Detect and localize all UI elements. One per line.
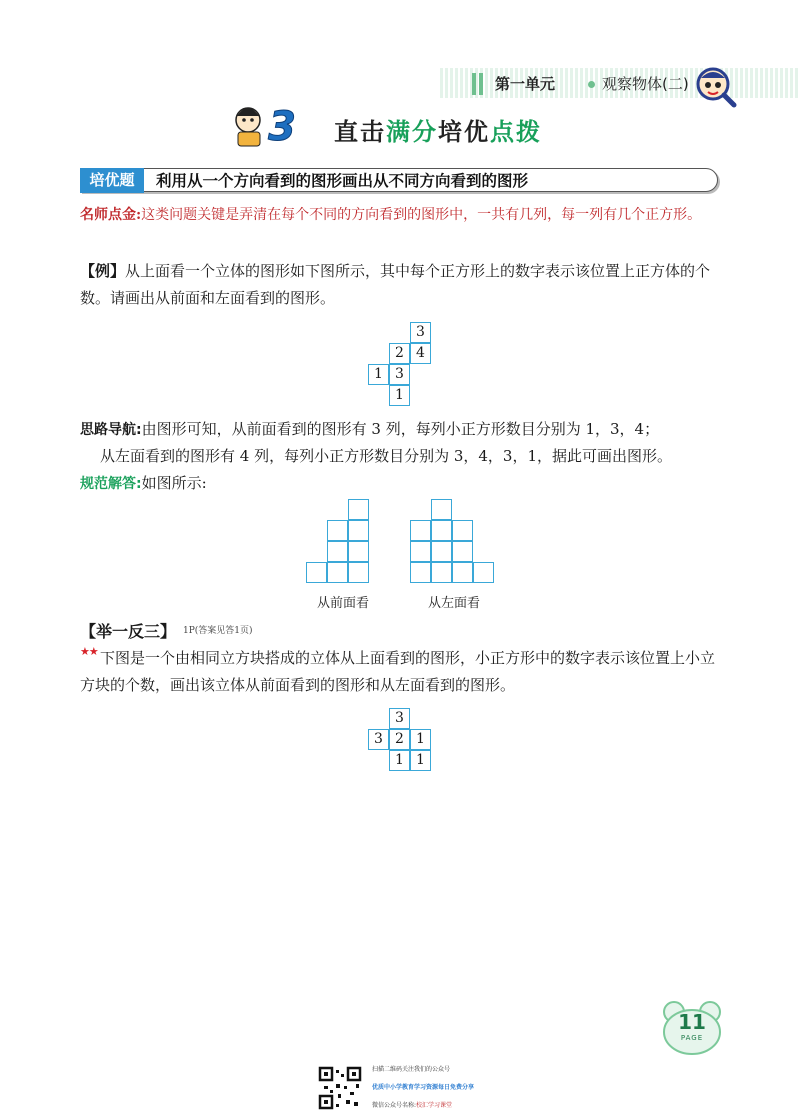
view-square — [431, 499, 452, 520]
grid-cell: 3 — [368, 729, 389, 750]
answer-label: 规范解答: — [80, 476, 142, 492]
difficulty-stars-icon: ★★ — [80, 645, 98, 658]
grid-cell: 1 — [410, 750, 431, 771]
view-square — [306, 562, 327, 583]
header-topic: 观察物体(二) — [602, 75, 689, 93]
page-word: PAGE — [680, 1034, 704, 1042]
view-square — [473, 562, 494, 583]
view-square — [410, 520, 431, 541]
view-square — [327, 562, 348, 583]
grid-cell: 2 — [389, 343, 410, 364]
topic-text: 利用从一个方向看到的图形画出从不同方向看到的图形 — [156, 172, 529, 190]
answer-text: 如图所示: — [141, 474, 207, 492]
qr-code-icon — [318, 1066, 362, 1110]
front-view-caption: 从前面看 — [316, 596, 369, 611]
view-square — [327, 541, 348, 562]
analysis-line1: 由图形可知，从前面看到的图形有 3 列，每列小正方形数目分别为 1，3，4； — [141, 420, 660, 438]
section-title-highlight1: 满分 — [386, 118, 438, 146]
view-square — [431, 562, 452, 583]
grid-cell: 3 — [410, 322, 431, 343]
practice-note: 1P(答案见答1页) — [183, 626, 253, 636]
teacher-tip — [80, 202, 720, 229]
section-title-part2: 培优 — [438, 118, 490, 146]
view-square — [410, 562, 431, 583]
view-square — [452, 541, 473, 562]
practice-text: 下图是一个由相同立方块搭成的立体从上面看到的图形，小正方形中的数字表示该位置上小立方块的个数，画出该立体从前面看到的图形和从左面看到的图形。 — [80, 649, 716, 694]
grid-cell: 1 — [410, 729, 431, 750]
tip-text: 这类问题关键是弄清在每个不同的方向看到的图形中，一共有几列，每一列有几个正方形。 — [141, 207, 702, 223]
view-square — [431, 541, 452, 562]
footer-line1: 扫描二维码关注我们的公众号 — [372, 1066, 451, 1073]
magnifier-mascot-icon — [693, 64, 737, 108]
left-view-drawing — [410, 499, 494, 583]
left-view-caption: 从左面看 — [427, 596, 480, 611]
view-square — [348, 541, 369, 562]
front-view-drawing — [306, 499, 369, 583]
analysis-label: 思路导航: — [80, 422, 142, 438]
view-square — [452, 520, 473, 541]
grid-cell: 2 — [389, 729, 410, 750]
page-number: 11 — [678, 1010, 706, 1034]
section-number-badge — [232, 100, 304, 152]
practice-heading: 【举一反三】 — [80, 622, 177, 641]
header-bars-decoration — [472, 73, 486, 95]
tip-label: 名师点金: — [80, 207, 142, 223]
example-text: 从上面看一个立体的图形如下图所示，其中每个正方形上的数字表示该位置上正方体的个数。请画出从前面和左面看到的图形。 — [80, 262, 711, 307]
section-title-highlight2: 点拨 — [490, 118, 542, 146]
footer-line3 — [372, 1100, 452, 1109]
header-unit: 第一单元 — [495, 75, 556, 93]
analysis — [80, 416, 720, 444]
view-square — [410, 541, 431, 562]
footer-line3-value: 校汇学习课堂 — [416, 1102, 453, 1109]
footer-line2: 优质中小学教育学习资源每日免费分享 — [372, 1084, 475, 1091]
grid-cell: 1 — [389, 750, 410, 771]
analysis-line2: 从左面看到的图形有 4 列，每列小正方形数目分别为 3，4，3，1，据此可画出图形。 — [100, 447, 673, 465]
footer-line3-label: 微信公众号名称: — [372, 1102, 417, 1109]
section-number: 3 — [268, 104, 296, 150]
view-square — [452, 562, 473, 583]
header-dot — [588, 81, 595, 88]
topic-tag: 培优题 — [80, 168, 144, 193]
section-title-part1: 直击 — [334, 118, 386, 146]
grid-cell: 1 — [389, 385, 410, 406]
grid-cell: 4 — [410, 343, 431, 364]
view-square — [327, 520, 348, 541]
view-square — [348, 562, 369, 583]
grid-cell: 3 — [389, 364, 410, 385]
section-title — [334, 112, 542, 147]
example-top-view-grid — [368, 322, 452, 406]
grid-cell: 1 — [368, 364, 389, 385]
example-question — [80, 258, 720, 312]
practice-top-view-grid — [368, 708, 431, 771]
view-square — [348, 520, 369, 541]
example-label: 【例】 — [80, 262, 126, 280]
answer — [80, 470, 720, 498]
grid-cell: 3 — [389, 708, 410, 729]
view-square — [431, 520, 452, 541]
view-square — [348, 499, 369, 520]
